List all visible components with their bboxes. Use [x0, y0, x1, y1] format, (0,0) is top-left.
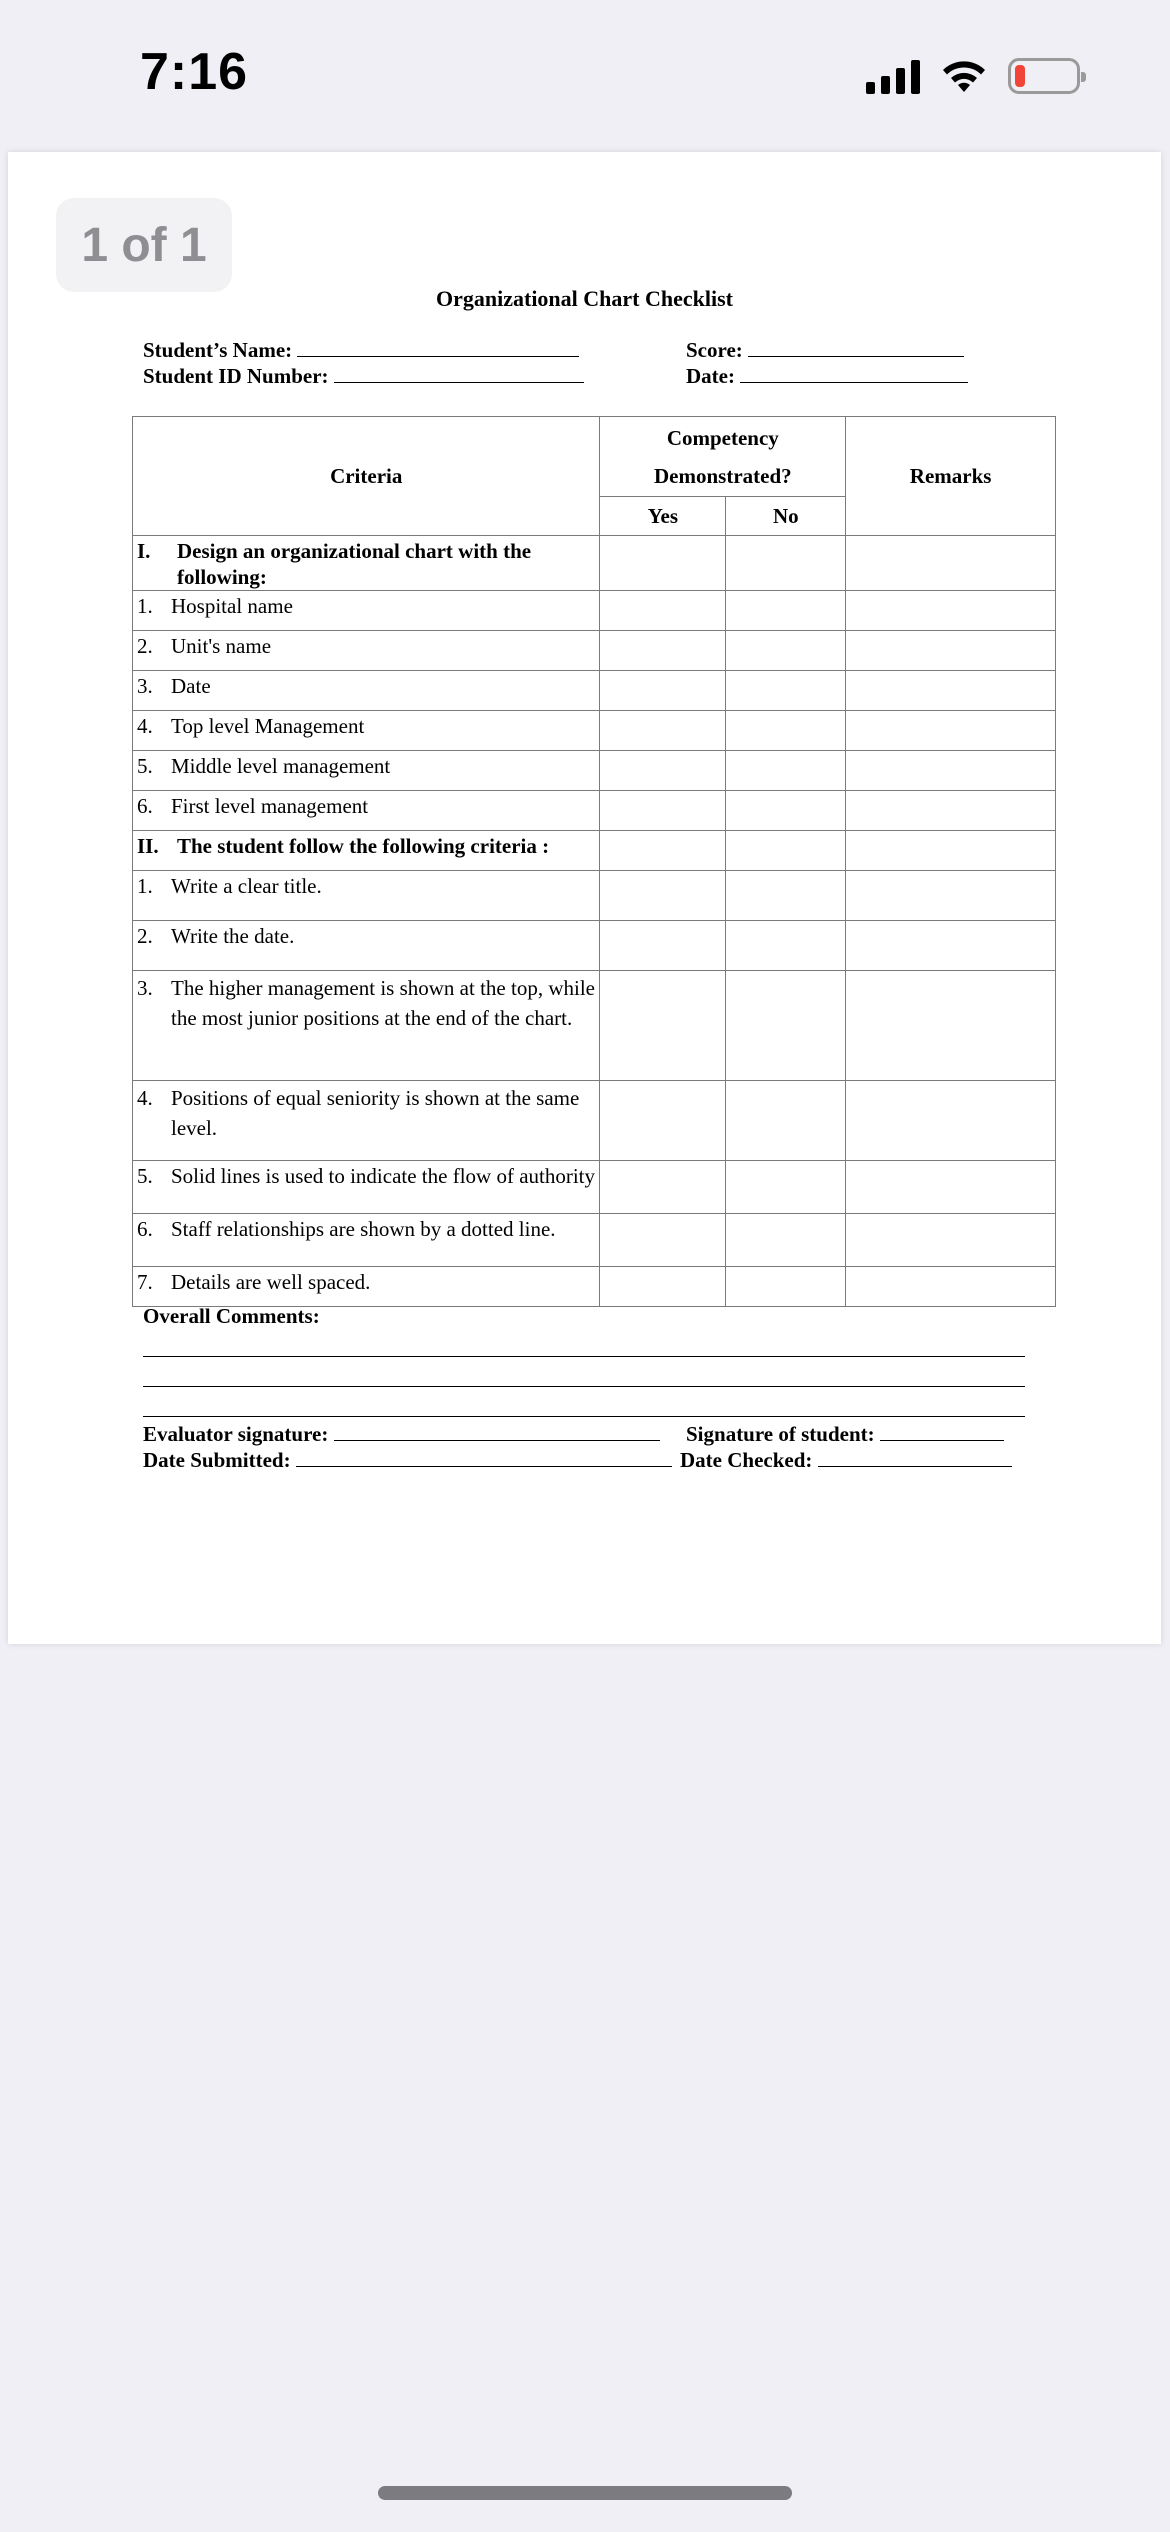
no-cell[interactable] [726, 711, 846, 751]
remarks-cell[interactable] [846, 631, 1056, 671]
no-header: No [726, 497, 846, 536]
no-cell[interactable] [726, 971, 846, 1081]
date-submitted-label: Date Submitted: [143, 1448, 291, 1472]
yes-cell[interactable] [600, 1161, 726, 1214]
no-cell[interactable] [726, 1267, 846, 1307]
evaluator-signature-label: Evaluator signature: [143, 1422, 329, 1446]
comment-line [143, 1386, 1025, 1387]
overall-comments-label: Overall Comments: [143, 1304, 320, 1328]
yes-cell[interactable] [600, 536, 726, 591]
student-name-field [143, 338, 579, 363]
no-cell[interactable] [726, 921, 846, 971]
remarks-cell[interactable] [846, 671, 1056, 711]
status-time: 7:16 [140, 43, 249, 101]
yes-cell[interactable] [600, 671, 726, 711]
table-row: 1. Write a clear title. [133, 871, 1056, 921]
comment-line [143, 1356, 1025, 1357]
no-cell[interactable] [726, 591, 846, 631]
remarks-cell[interactable] [846, 791, 1056, 831]
yes-cell[interactable] [600, 791, 726, 831]
no-cell[interactable] [726, 631, 846, 671]
remarks-cell[interactable] [846, 591, 1056, 631]
yes-cell[interactable] [600, 831, 726, 871]
document-page[interactable] [8, 152, 1161, 1644]
no-cell[interactable] [726, 671, 846, 711]
remarks-cell[interactable] [846, 831, 1056, 871]
yes-cell[interactable] [600, 871, 726, 921]
table-row: 1. Hospital name [133, 591, 1056, 631]
score-field [686, 338, 964, 363]
yes-cell[interactable] [600, 971, 726, 1081]
remarks-cell[interactable] [846, 921, 1056, 971]
remarks-header: Remarks [846, 417, 1056, 536]
cellular-signal-icon [866, 58, 920, 94]
student-id-field [143, 364, 584, 389]
table-row: 6. First level management [133, 791, 1056, 831]
yes-cell[interactable] [600, 751, 726, 791]
student-signature-label: Signature of student: [686, 1422, 875, 1446]
checklist-table [132, 416, 1056, 1307]
home-indicator[interactable] [378, 2486, 792, 2500]
date-label: Date: [686, 364, 735, 388]
comment-line [143, 1416, 1025, 1417]
student-name-label: Student’s Name: [143, 338, 293, 362]
table-row: 7. Details are well spaced. [133, 1267, 1056, 1307]
remarks-cell[interactable] [846, 871, 1056, 921]
remarks-cell[interactable] [846, 1161, 1056, 1214]
table-row: 4. Top level Management [133, 711, 1056, 751]
no-cell[interactable] [726, 1214, 846, 1267]
wifi-icon [940, 58, 988, 94]
date-checked-label: Date Checked: [680, 1448, 813, 1472]
student-signature-field [686, 1422, 1004, 1447]
page-indicator: 1 of 1 [56, 198, 232, 292]
table-row: 5. Middle level management [133, 751, 1056, 791]
table-row: 2. Write the date. [133, 921, 1056, 971]
battery-icon [1008, 58, 1080, 94]
no-cell[interactable] [726, 1161, 846, 1214]
yes-header: Yes [600, 497, 726, 536]
table-row: 4. Positions of equal seniority is shown at the same level. [133, 1081, 1056, 1161]
date-submitted-field [143, 1448, 672, 1473]
yes-cell[interactable] [600, 631, 726, 671]
remarks-cell[interactable] [846, 1081, 1056, 1161]
table-row: II. The student follow the following criteria : [133, 831, 1056, 871]
remarks-cell[interactable] [846, 1214, 1056, 1267]
yes-cell[interactable] [600, 711, 726, 751]
score-label: Score: [686, 338, 743, 362]
yes-cell[interactable] [600, 1214, 726, 1267]
yes-cell[interactable] [600, 1267, 726, 1307]
table-row: 3. Date [133, 671, 1056, 711]
table-row: I. Design an organizational chart with the following: [133, 536, 1056, 591]
no-cell[interactable] [726, 831, 846, 871]
yes-cell[interactable] [600, 921, 726, 971]
student-id-label: Student ID Number: [143, 364, 329, 388]
no-cell[interactable] [726, 751, 846, 791]
table-row: 2. Unit's name [133, 631, 1056, 671]
yes-cell[interactable] [600, 591, 726, 631]
yes-cell[interactable] [600, 1081, 726, 1161]
table-row: 6. Staff relationships are shown by a dotted line. [133, 1214, 1056, 1267]
date-checked-field [680, 1448, 1012, 1473]
criteria-header: Criteria [133, 417, 600, 536]
status-bar [0, 0, 1170, 150]
battery-level [1015, 65, 1025, 87]
no-cell[interactable] [726, 536, 846, 591]
document-title: Organizational Chart Checklist [436, 286, 733, 311]
remarks-cell[interactable] [846, 1267, 1056, 1307]
status-icons [866, 58, 1080, 94]
no-cell[interactable] [726, 791, 846, 831]
date-field [686, 364, 968, 389]
evaluator-signature-field [143, 1422, 660, 1447]
no-cell[interactable] [726, 871, 846, 921]
remarks-cell[interactable] [846, 971, 1056, 1081]
remarks-cell[interactable] [846, 711, 1056, 751]
no-cell[interactable] [726, 1081, 846, 1161]
remarks-cell[interactable] [846, 751, 1056, 791]
remarks-cell[interactable] [846, 536, 1056, 591]
competency-header: Competency Demonstrated? [600, 417, 846, 497]
table-row: 3. The higher management is shown at the top, while the most junior positions at the end of the chart. [133, 971, 1056, 1081]
table-row: 5. Solid lines is used to indicate the flow of authority [133, 1161, 1056, 1214]
